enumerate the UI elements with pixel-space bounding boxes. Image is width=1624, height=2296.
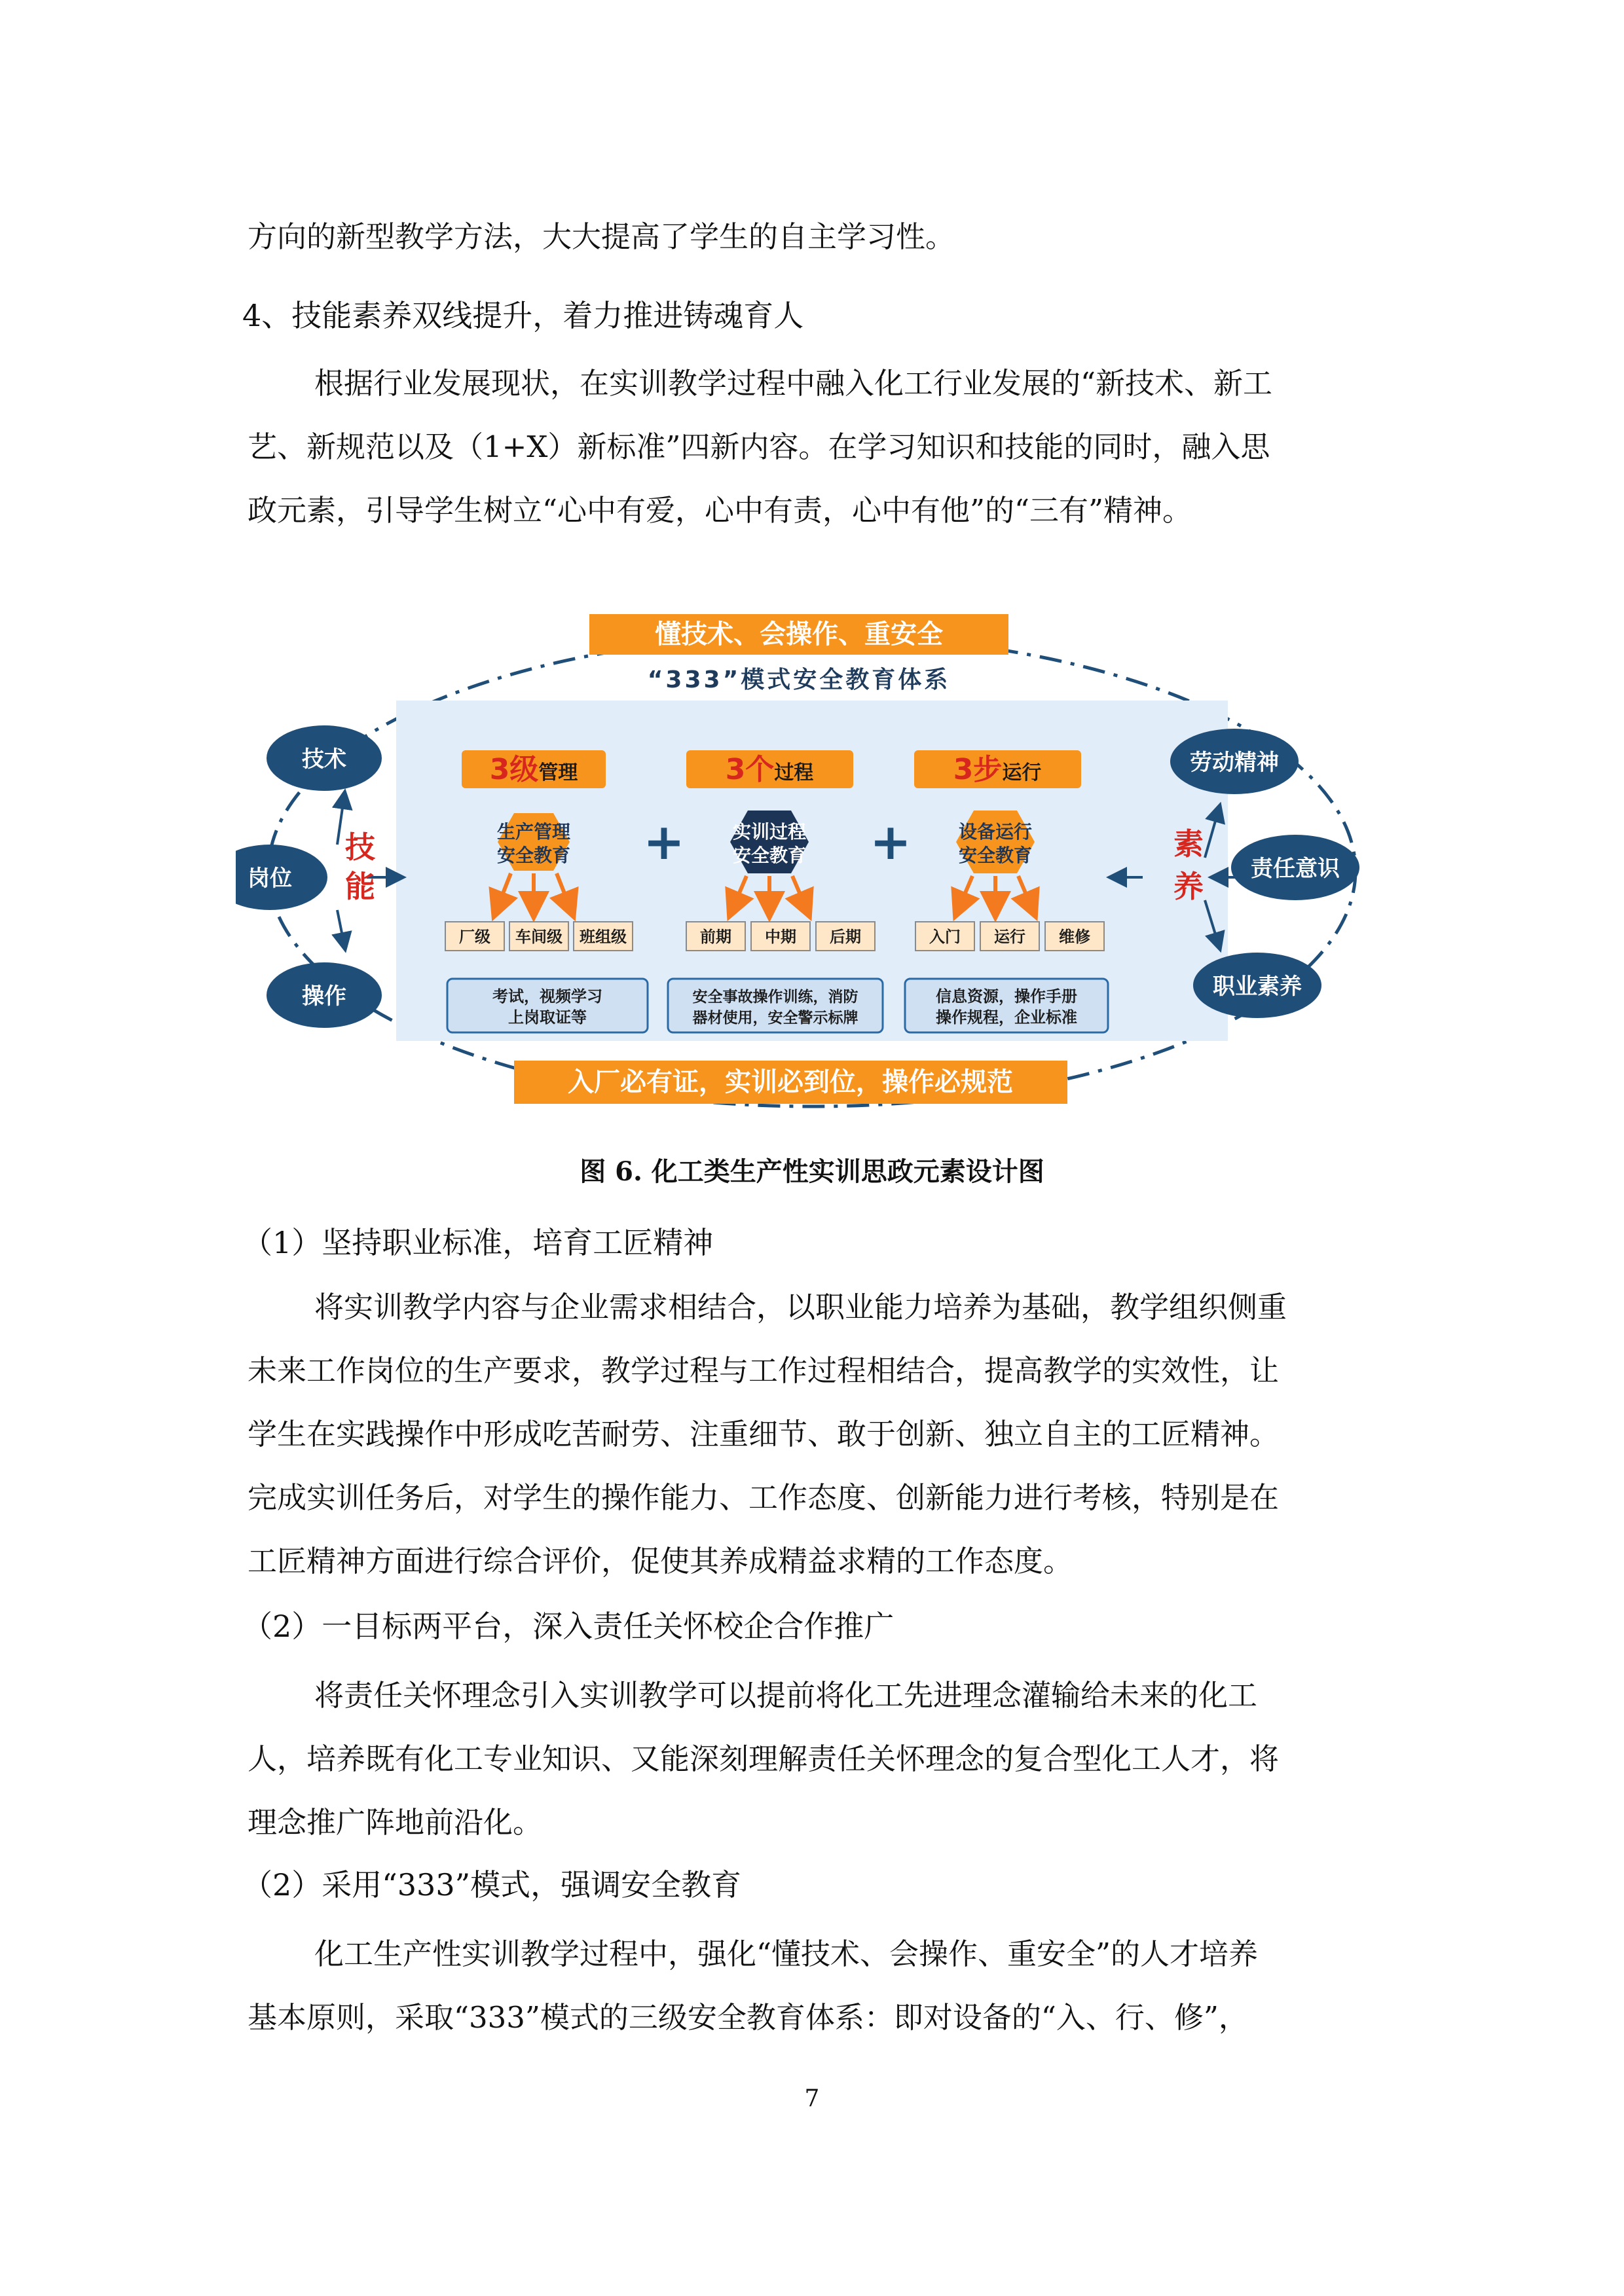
sub-item: 中期: [765, 928, 796, 946]
system-title: “333”模式安全教育体系: [647, 666, 951, 693]
skill-label-2: 能: [345, 869, 375, 904]
text-line: 未来工作岗位的生产要求，教学过程与工作过程相结合，提高教学的实效性，让: [248, 1353, 1280, 1388]
text-line: 政元素，引导学生树立“心中有爱，心中有责，心中有他”的“三有”精神。: [248, 493, 1192, 528]
hex-line: 安全教育: [496, 845, 571, 866]
node-operate-label: 操作: [302, 983, 346, 1010]
column-title: 3步运行: [953, 753, 1042, 786]
section-4-heading: 4、技能素养双线提升，着力推进铸魂育人: [242, 298, 804, 333]
subsection-3-heading: （2）采用“333”模式，强调安全教育: [242, 1867, 742, 1903]
desc-line: 安全事故操作训练，消防: [692, 989, 858, 1006]
sub-item: 入门: [929, 928, 961, 946]
text-line: 方向的新型教学方法，大大提高了学生的自主学习性。: [248, 219, 955, 254]
node-professional-label: 职业素养: [1213, 974, 1302, 1000]
column-title: 3个过程: [725, 753, 814, 786]
text-line: 化工生产性实训教学过程中，强化“懂技术、会操作、重安全”的人才培养: [314, 1937, 1259, 1971]
desc-line: 考试，视频学习: [492, 987, 602, 1006]
sub-item: 后期: [830, 928, 861, 946]
node-post-label: 岗位: [248, 866, 292, 892]
sub-item: 运行: [994, 928, 1025, 946]
page-number: 7: [804, 2085, 820, 2112]
desc-line: 器材使用，安全警示标牌: [692, 1010, 858, 1027]
text-line: 人，培养既有化工专业知识、又能深刻理解责任关怀理念的复合型化工人才，将: [248, 1741, 1280, 1776]
node-labor-label: 劳动精神: [1190, 750, 1279, 776]
section-4-paragraph: [248, 352, 1376, 542]
hex-line: 实训过程: [732, 821, 807, 843]
text-line: 工匠精神方面进行综合评价，促使其养成精益求精的工作态度。: [248, 1544, 1073, 1578]
text-line: 学生在实践操作中形成吃苦耐劳、注重细节、敢于创新、独立自主的工匠精神。: [248, 1417, 1280, 1451]
safety-education-diagram: [236, 602, 1388, 1146]
subsection-1-paragraph: [248, 1275, 1376, 1593]
sub-item: 维修: [1059, 928, 1090, 946]
intro-paragraph: [248, 205, 1376, 268]
hex-line: 安全教育: [958, 845, 1033, 866]
sub-item: 前期: [700, 928, 731, 946]
sub-item: 车间级: [515, 928, 563, 946]
subsection-2-paragraph: [248, 1664, 1376, 1854]
bottom-banner-text: 入厂必有证，实训必到位，操作必规范: [568, 1067, 1013, 1097]
text-line: 完成实训任务后，对学生的操作能力、工作态度、创新能力进行考核，特别是在: [248, 1480, 1280, 1515]
hex-line: 生产管理: [496, 821, 571, 843]
quality-label-1: 素: [1173, 826, 1204, 862]
plus-icon: +: [870, 812, 912, 871]
subsection-3-paragraph: [248, 1922, 1376, 2049]
subsection-2-heading: （2）一目标两平台，深入责任关怀校企合作推广: [242, 1609, 895, 1644]
figure-caption: 图 6. 化工类生产性实训思政元素设计图: [580, 1156, 1044, 1187]
desc-line: 信息资源，操作手册: [936, 987, 1077, 1006]
top-banner-text: 懂技术、会操作、重安全: [655, 619, 943, 649]
sub-item: 班组级: [580, 928, 627, 946]
subsection-1-heading: （1）坚持职业标准，培育工匠精神: [242, 1225, 714, 1260]
text-line: 将实训教学内容与企业需求相结合，以职业能力培养为基础，教学组织侧重: [314, 1290, 1287, 1324]
text-line: 艺、新规范以及（1+X）新标准”四新内容。在学习知识和技能的同时，融入思: [248, 429, 1270, 464]
node-responsibility-label: 责任意识: [1251, 856, 1340, 882]
hex-line: 设备运行: [958, 821, 1033, 843]
text-line: 基本原则，采取“333”模式的三级安全教育体系：即对设备的“入、行、修”，: [248, 2000, 1248, 2035]
skill-label-1: 技: [345, 829, 375, 865]
plus-icon: +: [643, 812, 685, 871]
text-line: 理念推广阵地前沿化。: [248, 1805, 543, 1840]
quality-label-2: 养: [1173, 869, 1204, 904]
desc-line: 操作规程，企业标准: [936, 1008, 1077, 1027]
desc-line: 上岗取证等: [508, 1008, 587, 1027]
sub-item: 厂级: [459, 928, 490, 946]
text-line: 将责任关怀理念引入实训教学可以提前将化工先进理念灌输给未来的化工: [314, 1678, 1258, 1713]
column-title: 3级管理: [489, 753, 578, 786]
node-tech-label: 技术: [302, 746, 346, 773]
hex-line: 安全教育: [732, 845, 807, 866]
text-line: 根据行业发展现状，在实训教学过程中融入化工行业发展的“新技术、新工: [314, 366, 1273, 401]
